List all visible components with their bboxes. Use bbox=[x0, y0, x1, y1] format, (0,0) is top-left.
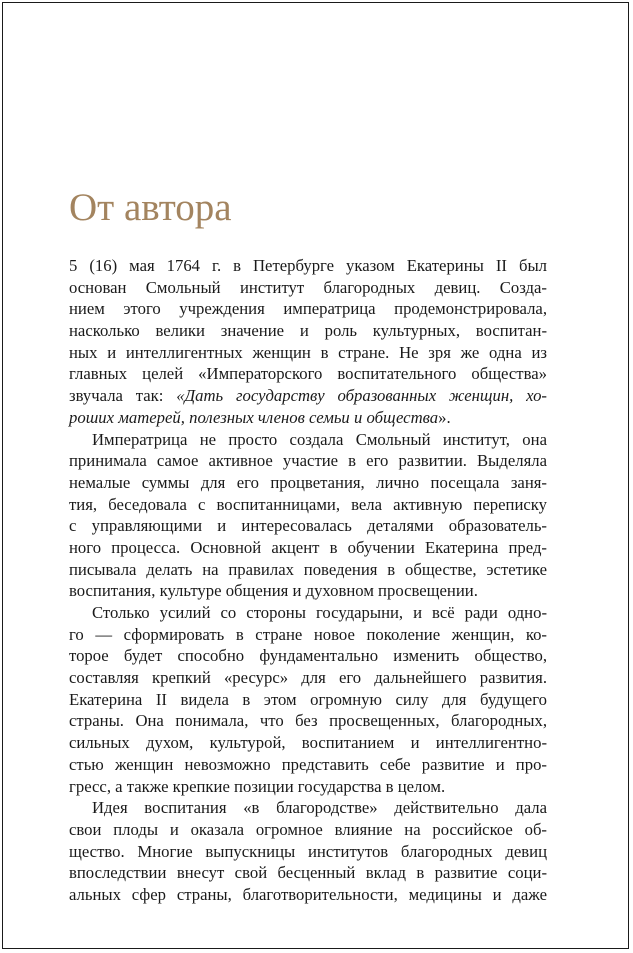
text-line: воспитания, культуре общения и духовном просвещении. bbox=[69, 581, 478, 601]
text-line: страны. Она понимала, что без просвещенных, благородных, bbox=[69, 711, 547, 731]
text-line: впоследствии внесут свой бесценный вклад в развитие соци- bbox=[69, 863, 547, 883]
text-line: принимала самое активное участие в его развитии. Выделяла bbox=[69, 451, 547, 471]
paragraph-1 bbox=[69, 255, 547, 429]
text-line: го — сформировать в стране новое поколение женщин, ко- bbox=[69, 624, 547, 644]
text-line: свои плоды и оказала огромное влияние на российское об- bbox=[69, 819, 547, 839]
text-line: составляя крепкий «ресурс» для его дальнейшего развития. bbox=[69, 668, 547, 688]
text-line: Императрица не просто создала Смольный институт, она bbox=[92, 429, 547, 449]
text-line: гресс, а также крепкие позиции государства в целом. bbox=[69, 776, 446, 796]
body-text bbox=[69, 255, 547, 906]
text-line: писывала делать на правилах поведения в обществе, эстетике bbox=[69, 559, 547, 579]
text-line: альных сфер страны, благотворительности, медицины и даже bbox=[69, 884, 547, 904]
paragraph-3 bbox=[69, 602, 547, 797]
text-line: щество. Многие выпускницы институтов благородных девиц bbox=[69, 841, 547, 861]
book-page bbox=[2, 2, 629, 949]
text-line: немалые суммы для его процветания, лично посещала заня- bbox=[69, 472, 547, 492]
text-line: Екатерина II видела в этом огромную силу для будущего bbox=[69, 689, 547, 709]
text-line: с управляющими и интересовалась деталями образователь- bbox=[69, 516, 547, 536]
text-line: торое будет способно фундаментально изменить общество, bbox=[69, 646, 547, 666]
text-line: тия, беседовала с воспитанницами, вела активную переписку bbox=[69, 494, 547, 514]
text-line: ных и интеллигентных женщин в стране. Не зря же одна из bbox=[69, 342, 547, 362]
text-line: стью женщин невозможно представить себе развитие и про- bbox=[69, 754, 547, 774]
chapter-title: От автора bbox=[69, 186, 232, 229]
text-line: звучала так: «Дать государству образованных женщин, хо- bbox=[69, 386, 547, 406]
text-line: Столько усилий со стороны государыни, и всё ради одно- bbox=[92, 603, 547, 622]
text-line: роших матерей, полезных членов семьи и общества». bbox=[69, 407, 451, 427]
text-line: Идея воспитания «в благородстве» действительно дала bbox=[92, 798, 547, 818]
text-line: ного процесса. Основной акцент в обучении Екатерина пред- bbox=[69, 537, 547, 557]
text-line: 5 (16) мая 1764 г. в Петербурге указом Екатерины II был bbox=[69, 256, 547, 275]
italic-quote: «Дать государству образованных женщин, хо- bbox=[176, 386, 547, 406]
text-line: насколько велики значение и роль культурных, воспитан- bbox=[69, 321, 547, 341]
text-line: главных целей «Императорского воспитательного общества» bbox=[69, 364, 547, 384]
text-line: нием этого учреждения императрица продемонстрировала, bbox=[69, 299, 547, 319]
paragraph-2 bbox=[69, 429, 547, 603]
paragraph-4 bbox=[69, 797, 547, 905]
text-line: сильных духом, культурой, воспитанием и интеллигентно- bbox=[69, 733, 547, 753]
italic-quote: роших матерей, полезных членов семьи и общества bbox=[69, 407, 439, 427]
text-line: основан Смольный институт благородных девиц. Созда- bbox=[69, 277, 547, 297]
